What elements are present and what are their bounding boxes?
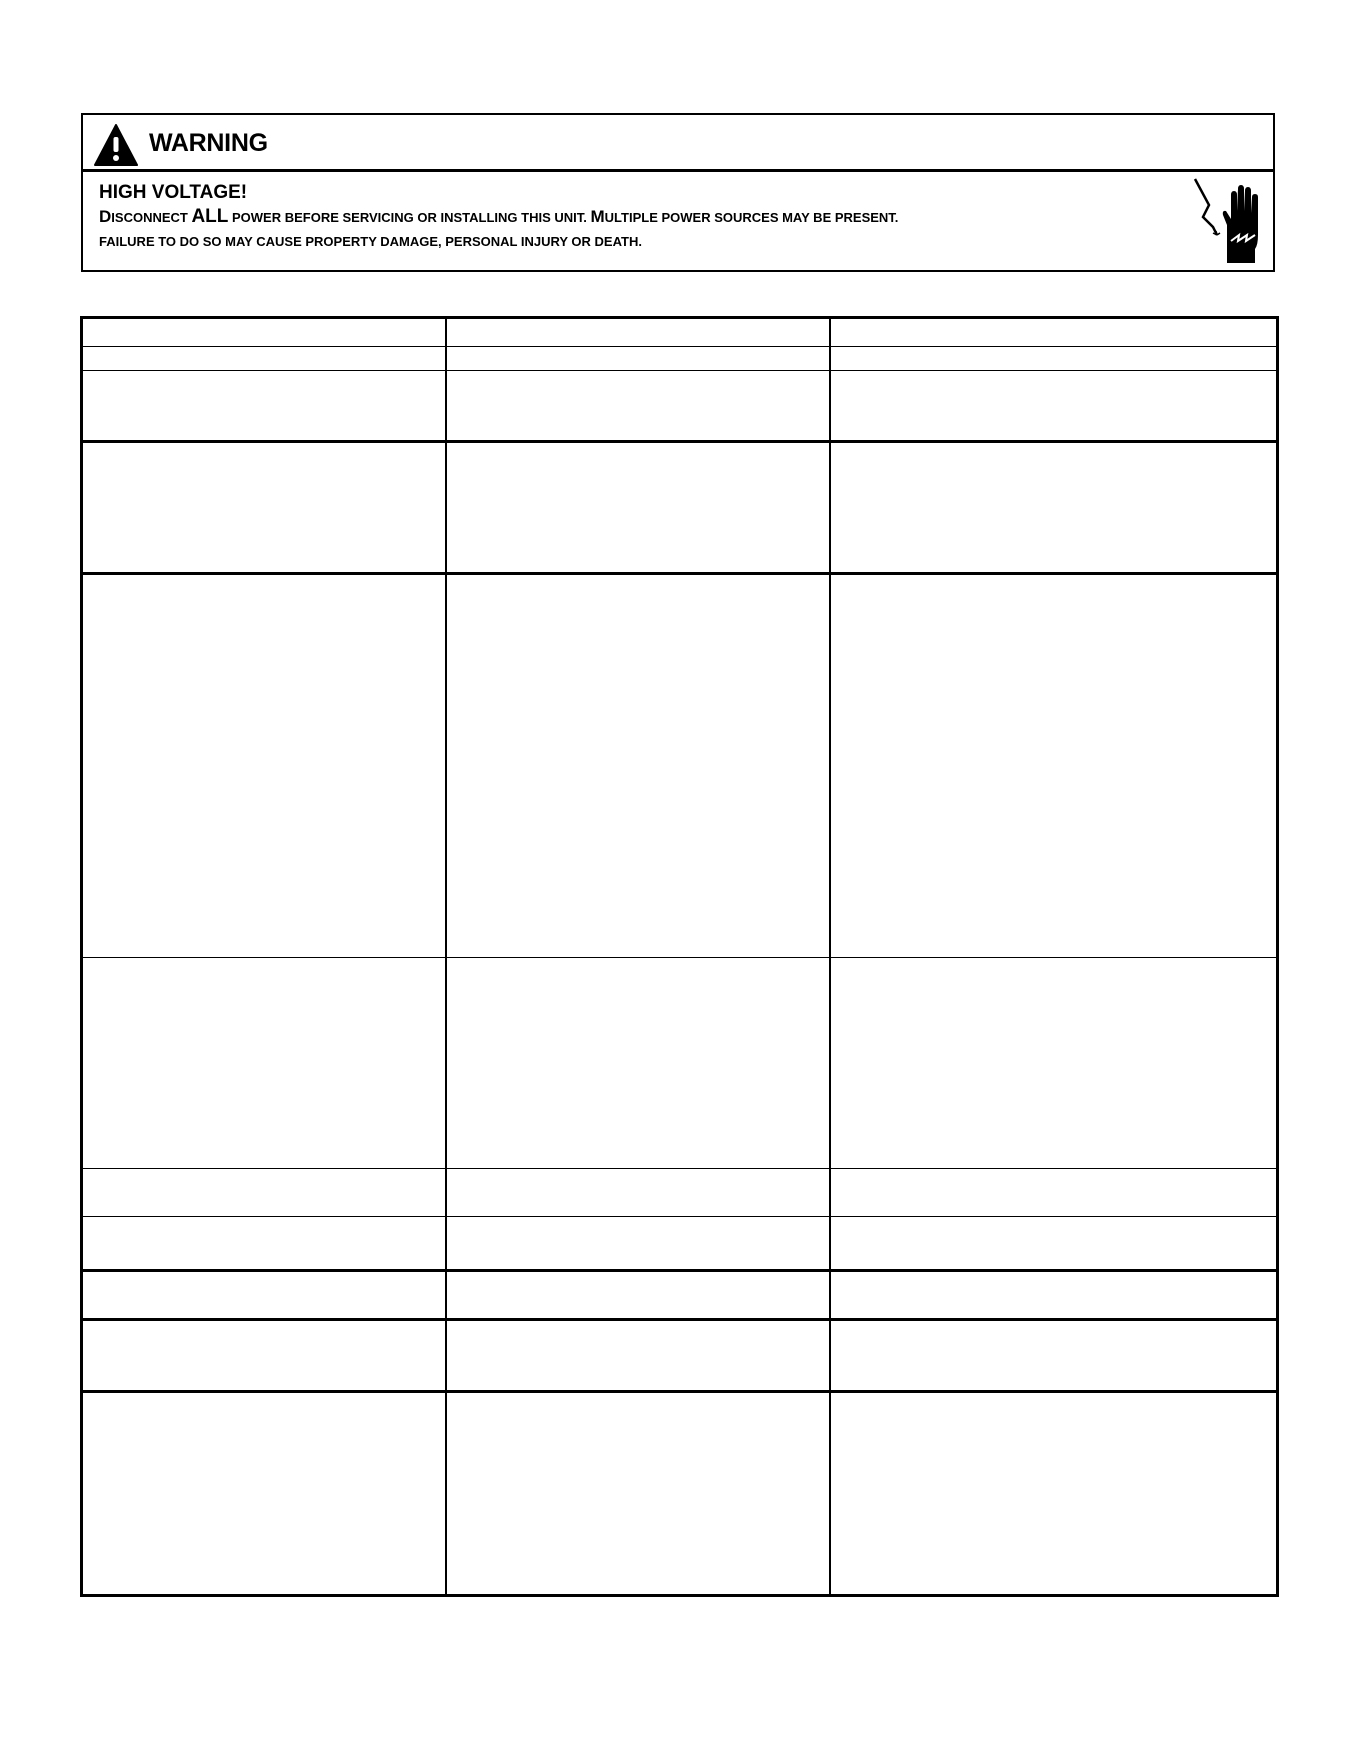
warning-line-1-part: D (99, 207, 112, 226)
table-cell (831, 443, 1276, 572)
table-cell (831, 958, 1276, 1168)
electrical-shock-hand-icon (1189, 175, 1263, 267)
table-cell (83, 1169, 447, 1216)
table-cell (447, 371, 831, 440)
table-cell (447, 1321, 831, 1390)
table-row (83, 371, 1276, 443)
warning-line-1-part: ALL (191, 206, 229, 227)
table-cell (447, 1393, 831, 1594)
table-cell (83, 347, 447, 370)
table-cell (447, 443, 831, 572)
table-cell (83, 443, 447, 572)
table-row (83, 958, 1276, 1169)
warning-line-1-part: POWER BEFORE SERVICING OR INSTALLING THIS UNIT. (228, 210, 591, 225)
table-cell (447, 1169, 831, 1216)
table-row (83, 347, 1276, 371)
table-cell (831, 371, 1276, 440)
table-cell (83, 319, 447, 346)
table-cell (831, 1169, 1276, 1216)
table-cell (831, 1217, 1276, 1269)
table-cell (831, 319, 1276, 346)
warning-line-1-part: ISCONNECT (111, 210, 192, 225)
warning-line-1-part: M (590, 207, 605, 226)
table-cell (83, 958, 447, 1168)
warning-line-1 (99, 204, 898, 231)
table-row (83, 575, 1276, 958)
warning-line-2: FAILURE TO DO SO MAY CAUSE PROPERTY DAMAGE, PERSONAL INJURY OR DEATH. (99, 234, 642, 249)
table-row (83, 1321, 1276, 1393)
table-cell (447, 347, 831, 370)
table-cell (83, 575, 447, 957)
table-cell (447, 958, 831, 1168)
table-cell (447, 319, 831, 346)
table-cell (831, 1393, 1276, 1594)
table-cell (447, 1272, 831, 1318)
troubleshooting-table (80, 316, 1279, 1597)
table-header-row (83, 319, 1276, 347)
table-cell (447, 575, 831, 957)
table-cell (447, 1217, 831, 1269)
table-row (83, 1169, 1276, 1217)
warning-box (81, 113, 1275, 272)
table-cell (831, 575, 1276, 957)
table-cell (831, 1272, 1276, 1318)
table-cell (831, 347, 1276, 370)
warning-header (83, 115, 1273, 172)
warning-headline: HIGH VOLTAGE! (99, 182, 248, 203)
table-row (83, 1393, 1276, 1594)
warning-title: WARNING (149, 129, 268, 157)
warning-body (99, 182, 898, 253)
table-cell (83, 1217, 447, 1269)
warning-triangle-icon (93, 123, 139, 167)
table-row (83, 1272, 1276, 1321)
table-cell (831, 1321, 1276, 1390)
table-row (83, 443, 1276, 575)
table-cell (83, 1272, 447, 1318)
table-cell (83, 371, 447, 440)
table-cell (83, 1393, 447, 1594)
warning-line-1-part: ULTIPLE POWER SOURCES MAY BE PRESENT. (604, 210, 899, 225)
table-cell (83, 1321, 447, 1390)
table-row (83, 1217, 1276, 1272)
